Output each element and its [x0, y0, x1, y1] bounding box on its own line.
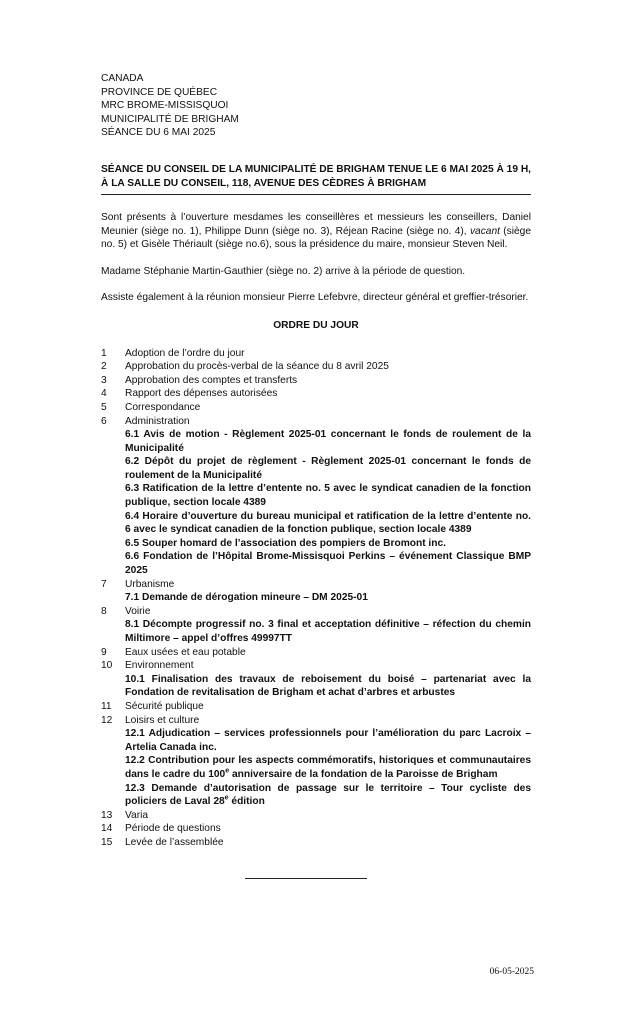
agenda-subitem: 8.1 Décompte progressif no. 3 final et acceptation définitive – réfection du chemin Miltimore – appel d’offres 49997TT [125, 619, 531, 644]
environnement-sublist [125, 673, 531, 700]
header-mrc: MRC BROME-MISSISQUOI [101, 100, 229, 112]
header-country: CANADA [101, 73, 144, 84]
agenda-item [101, 659, 531, 700]
assist-paragraph: Assiste également à la réunion monsieur Pierre Lefebvre, directeur général et greffier-trésorier. [101, 292, 529, 304]
agenda-label: Période de questions [125, 823, 221, 835]
agenda-number: 9 [101, 646, 107, 658]
footer-date: 06-05-2025 [489, 967, 534, 977]
subitem-text: édition [228, 796, 265, 808]
agenda-item [101, 360, 531, 374]
header-block [101, 72, 531, 140]
agenda-item [101, 700, 531, 714]
agenda-subitem [125, 754, 531, 781]
agenda-label: Approbation des comptes et transferts [125, 374, 298, 386]
agenda-item [101, 714, 531, 809]
ordinal-superscript: e [224, 794, 229, 802]
agenda-label: Approbation du procès-verbal de la séance du 8 avril 2025 [125, 361, 389, 373]
agenda-label: Voirie [125, 605, 151, 617]
late-arrival-paragraph: Madame Stéphanie Martin-Gauthier (siège no. 2) arrive à la période de question. [101, 265, 466, 277]
agenda-subitem: 6.1 Avis de motion - Règlement 2025-01 concernant le fonds de roulement de la Municipalité [125, 429, 531, 454]
agenda-number: 5 [101, 401, 107, 413]
agenda-item [101, 374, 531, 388]
agenda-item [101, 605, 531, 646]
agenda-label: Loisirs et culture [125, 714, 200, 726]
header-session: SÉANCE DU 6 MAI 2025 [101, 127, 216, 139]
agenda-subitem: 6.2 Dépôt du projet de règlement - Règlement 2025-01 concernant le fonds de roulement de la Municipalité [125, 456, 531, 481]
header-province: PROVINCE DE QUÉBEC [101, 86, 218, 98]
admin-sublist [125, 428, 531, 578]
agenda-label: Rapport des dépenses autorisées [125, 388, 278, 400]
presence-text-b: (siège no. 5) et Gisèle Thériault (siège no.6), sous la présidence du maire, monsieur Steven Neil. [101, 225, 531, 251]
agenda-item [101, 822, 531, 836]
presence-text-a: Sont présents à l’ouverture mesdames les conseillères et messieurs les conseillers, Daniel Meunier (siège no. 1), Philippe Dunn (siège no. 3), Réjean Racine (siège no. 4), [101, 211, 531, 237]
agenda-label: Eaux usées et eau potable [125, 646, 246, 658]
document-page [101, 72, 531, 850]
subitem-text: 12.3 Demande d’autorisation de passage sur le territoire – Tour cycliste des policiers de Laval 28 [125, 782, 531, 808]
agenda-item [101, 387, 531, 401]
presence-vacant: vacant [469, 225, 500, 237]
agenda-number: 14 [101, 823, 113, 835]
agenda-item [101, 415, 531, 578]
agenda-number: 2 [101, 361, 107, 373]
agenda-label: Sécurité publique [125, 700, 204, 712]
header-municipality: MUNICIPALITÉ DE BRIGHAM [101, 113, 239, 125]
loisirs-sublist [125, 727, 531, 809]
agenda-number: 10 [101, 660, 113, 672]
agenda-subitem: 7.1 Demande de dérogation mineure – DM 2025-01 [125, 592, 368, 604]
agenda-subitem: 6.6 Fondation de l’Hôpital Brome-Missisquoi Perkins – événement Classique BMP 2025 [125, 551, 531, 577]
agenda-number: 13 [101, 809, 113, 821]
agenda-label: Varia [125, 809, 149, 821]
agenda-label: Environnement [125, 660, 194, 672]
agenda-subitem: 6.5 Souper homard de l’association des pompiers de Bromont inc. [125, 537, 446, 549]
agenda-number: 15 [101, 836, 113, 848]
agenda-title: ORDRE DU JOUR [273, 319, 359, 331]
presence-paragraph [101, 211, 531, 252]
agenda-number: 6 [101, 415, 107, 427]
agenda-item [101, 809, 531, 823]
agenda-subitem: 6.3 Ratification de la lettre d’entente no. 5 avec le syndicat canadien de la fonction publique, section locale 4389 [125, 483, 531, 509]
agenda-item [101, 347, 531, 361]
subitem-text: 12.2 Contribution pour les aspects commémoratifs, historiques et communautaires dans le cadre du 100 [125, 755, 531, 780]
agenda-item [101, 836, 531, 850]
session-title: SÉANCE DU CONSEIL DE LA MUNICIPALITÉ DE BRIGHAM TENUE LE 6 MAI 2025 À 19 H, À LA SALLE DU CONSEIL, 118, AVENUE DES CÈDRES À BRIGHAM [101, 163, 531, 195]
agenda-number: 1 [101, 347, 107, 359]
agenda-number: 4 [101, 388, 107, 400]
agenda-subitem: 12.1 Adjudication – services professionnels pour l’amélioration du parc Lacroix – Artelia Canada inc. [125, 728, 531, 753]
agenda-number: 7 [101, 578, 107, 590]
ordinal-superscript: e [225, 767, 230, 775]
subitem-text: anniversaire de la fondation de la Paroisse de Brigham [229, 768, 498, 780]
agenda-label: Adoption de l’ordre du jour [125, 347, 245, 359]
voirie-sublist [125, 618, 531, 645]
agenda-label: Administration [125, 415, 190, 427]
agenda-number: 3 [101, 374, 107, 386]
signature-line [245, 878, 367, 879]
agenda-label: Levée de l’assemblée [125, 836, 224, 848]
urbanisme-sublist [125, 591, 531, 605]
agenda-subitem [125, 782, 531, 809]
agenda-item [101, 646, 531, 660]
agenda-subitem: 6.4 Horaire d’ouverture du bureau municipal et ratification de la lettre d’entente no. 6 avec le syndicat canadien de la fonction publique, section locale 4389 [125, 510, 531, 536]
agenda-label: Correspondance [125, 401, 201, 413]
agenda-number: 11 [101, 700, 112, 712]
agenda-label: Urbanisme [125, 578, 175, 590]
agenda-number: 8 [101, 605, 107, 617]
agenda-item [101, 401, 531, 415]
agenda-number: 12 [101, 714, 113, 726]
agenda-subitem: 10.1 Finalisation des travaux de reboisement du boisé – partenariat avec la Fondation de revitalisation de Brigham et achat d’arbres et arbustes [125, 673, 531, 699]
agenda-list [101, 347, 531, 850]
agenda-item [101, 578, 531, 605]
